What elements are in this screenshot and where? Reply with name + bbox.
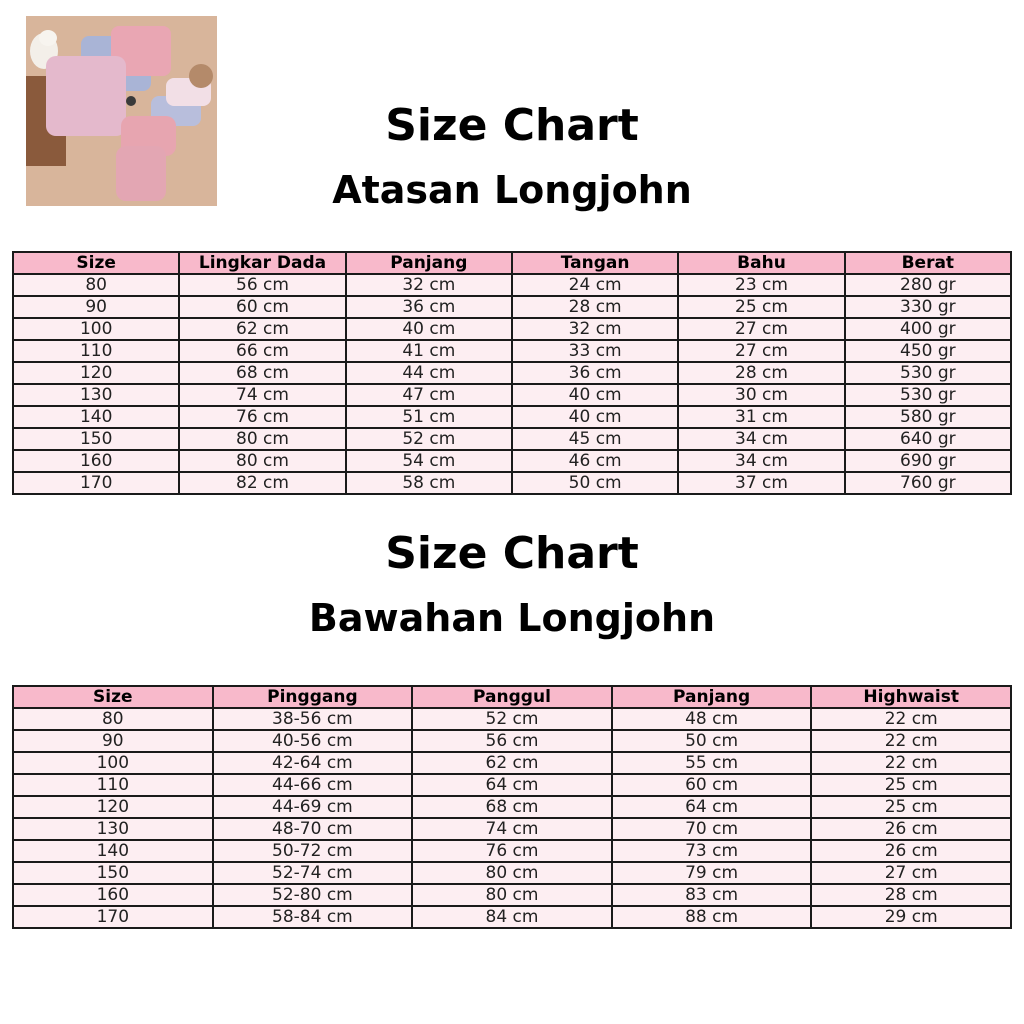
column-header: Panjang	[346, 252, 512, 274]
table-cell: 130	[13, 384, 179, 406]
table-cell: 74 cm	[179, 384, 345, 406]
table-cell: 40-56 cm	[213, 730, 413, 752]
top-chart-title: Size Chart	[385, 100, 639, 151]
table-cell: 36 cm	[346, 296, 512, 318]
table-cell: 42-64 cm	[213, 752, 413, 774]
table-row	[13, 340, 1011, 362]
table-cell: 110	[13, 340, 179, 362]
table-cell: 100	[13, 318, 179, 340]
table-row	[13, 752, 1011, 774]
table-header-row	[13, 252, 1011, 274]
table-cell: 160	[13, 884, 213, 906]
table-cell: 160	[13, 450, 179, 472]
table-cell: 580 gr	[845, 406, 1011, 428]
table-cell: 50 cm	[612, 730, 812, 752]
table-cell: 760 gr	[845, 472, 1011, 494]
table-cell: 80 cm	[179, 450, 345, 472]
table-cell: 50-72 cm	[213, 840, 413, 862]
table-row	[13, 796, 1011, 818]
table-cell: 84 cm	[412, 906, 612, 928]
table-row	[13, 274, 1011, 296]
table-cell: 44-69 cm	[213, 796, 413, 818]
table-cell: 33 cm	[512, 340, 678, 362]
table-cell: 330 gr	[845, 296, 1011, 318]
table-cell: 79 cm	[612, 862, 812, 884]
table-row	[13, 884, 1011, 906]
table-cell: 28 cm	[678, 362, 844, 384]
table-cell: 80 cm	[412, 884, 612, 906]
table-cell: 48-70 cm	[213, 818, 413, 840]
table-cell: 450 gr	[845, 340, 1011, 362]
column-header: Tangan	[512, 252, 678, 274]
column-header: Size	[13, 686, 213, 708]
table-cell: 52-74 cm	[213, 862, 413, 884]
bottom-chart-title: Size Chart	[385, 528, 639, 579]
table-cell: 32 cm	[346, 274, 512, 296]
table-row	[13, 362, 1011, 384]
table-cell: 52 cm	[412, 708, 612, 730]
table-cell: 23 cm	[678, 274, 844, 296]
table-cell: 54 cm	[346, 450, 512, 472]
table-cell: 90	[13, 296, 179, 318]
table-cell: 44-66 cm	[213, 774, 413, 796]
column-header: Panjang	[612, 686, 812, 708]
table-cell: 530 gr	[845, 362, 1011, 384]
table-cell: 45 cm	[512, 428, 678, 450]
table-cell: 52-80 cm	[213, 884, 413, 906]
table-cell: 64 cm	[412, 774, 612, 796]
table-cell: 48 cm	[612, 708, 812, 730]
table-cell: 120	[13, 796, 213, 818]
table-cell: 150	[13, 428, 179, 450]
table-cell: 80	[13, 708, 213, 730]
table-cell: 37 cm	[678, 472, 844, 494]
table-cell: 27 cm	[678, 340, 844, 362]
table-row	[13, 818, 1011, 840]
table-row	[13, 296, 1011, 318]
table-row	[13, 906, 1011, 928]
table-cell: 88 cm	[612, 906, 812, 928]
table-cell: 28 cm	[811, 884, 1011, 906]
table-row	[13, 840, 1011, 862]
table-cell: 83 cm	[612, 884, 812, 906]
table-cell: 640 gr	[845, 428, 1011, 450]
bawahan-size-table	[12, 685, 1012, 929]
column-header: Panggul	[412, 686, 612, 708]
table-row	[13, 862, 1011, 884]
table-cell: 58-84 cm	[213, 906, 413, 928]
table-cell: 51 cm	[346, 406, 512, 428]
table-cell: 27 cm	[811, 862, 1011, 884]
table-cell: 170	[13, 906, 213, 928]
table-row	[13, 774, 1011, 796]
table-cell: 120	[13, 362, 179, 384]
column-header: Lingkar Dada	[179, 252, 345, 274]
bottom-chart-subtitle: Bawahan Longjohn	[308, 596, 716, 640]
table-cell: 38-56 cm	[213, 708, 413, 730]
top-chart-subtitle: Atasan Longjohn	[332, 168, 692, 212]
column-header: Size	[13, 252, 179, 274]
table-cell: 73 cm	[612, 840, 812, 862]
table-cell: 62 cm	[412, 752, 612, 774]
table-cell: 80 cm	[412, 862, 612, 884]
table-cell: 130	[13, 818, 213, 840]
table-cell: 50 cm	[512, 472, 678, 494]
table-header-row	[13, 686, 1011, 708]
table-row	[13, 318, 1011, 340]
table-cell: 80 cm	[179, 428, 345, 450]
column-header: Highwaist	[811, 686, 1011, 708]
table-row	[13, 450, 1011, 472]
table-cell: 60 cm	[612, 774, 812, 796]
table-cell: 76 cm	[412, 840, 612, 862]
table-cell: 68 cm	[412, 796, 612, 818]
table-cell: 40 cm	[346, 318, 512, 340]
table-cell: 40 cm	[512, 384, 678, 406]
column-header: Berat	[845, 252, 1011, 274]
table-cell: 60 cm	[179, 296, 345, 318]
table-cell: 400 gr	[845, 318, 1011, 340]
table-cell: 140	[13, 406, 179, 428]
table-cell: 110	[13, 774, 213, 796]
table-cell: 55 cm	[612, 752, 812, 774]
table-cell: 40 cm	[512, 406, 678, 428]
table-cell: 56 cm	[179, 274, 345, 296]
table-cell: 82 cm	[179, 472, 345, 494]
table-cell: 28 cm	[512, 296, 678, 318]
table-row	[13, 730, 1011, 752]
table-row	[13, 428, 1011, 450]
table-cell: 47 cm	[346, 384, 512, 406]
table-cell: 70 cm	[612, 818, 812, 840]
table-cell: 74 cm	[412, 818, 612, 840]
column-header: Pinggang	[213, 686, 413, 708]
table-cell: 36 cm	[512, 362, 678, 384]
table-cell: 30 cm	[678, 384, 844, 406]
table-cell: 22 cm	[811, 752, 1011, 774]
table-cell: 44 cm	[346, 362, 512, 384]
table-cell: 26 cm	[811, 840, 1011, 862]
table-cell: 34 cm	[678, 450, 844, 472]
table-cell: 31 cm	[678, 406, 844, 428]
table-cell: 41 cm	[346, 340, 512, 362]
table-cell: 34 cm	[678, 428, 844, 450]
table-cell: 26 cm	[811, 818, 1011, 840]
table-cell: 140	[13, 840, 213, 862]
table-cell: 24 cm	[512, 274, 678, 296]
atasan-size-table	[12, 251, 1012, 495]
table-cell: 46 cm	[512, 450, 678, 472]
table-cell: 27 cm	[678, 318, 844, 340]
table-cell: 25 cm	[678, 296, 844, 318]
table-row	[13, 472, 1011, 494]
table-cell: 62 cm	[179, 318, 345, 340]
table-cell: 80	[13, 274, 179, 296]
table-cell: 22 cm	[811, 708, 1011, 730]
column-header: Bahu	[678, 252, 844, 274]
table-row	[13, 406, 1011, 428]
table-cell: 56 cm	[412, 730, 612, 752]
table-cell: 32 cm	[512, 318, 678, 340]
table-cell: 66 cm	[179, 340, 345, 362]
table-cell: 68 cm	[179, 362, 345, 384]
table-cell: 530 gr	[845, 384, 1011, 406]
table-cell: 100	[13, 752, 213, 774]
table-cell: 170	[13, 472, 179, 494]
table-cell: 690 gr	[845, 450, 1011, 472]
table-cell: 90	[13, 730, 213, 752]
table-cell: 25 cm	[811, 796, 1011, 818]
table-cell: 22 cm	[811, 730, 1011, 752]
table-cell: 64 cm	[612, 796, 812, 818]
table-cell: 280 gr	[845, 274, 1011, 296]
table-row	[13, 384, 1011, 406]
table-cell: 58 cm	[346, 472, 512, 494]
table-cell: 150	[13, 862, 213, 884]
table-cell: 52 cm	[346, 428, 512, 450]
table-cell: 76 cm	[179, 406, 345, 428]
table-cell: 29 cm	[811, 906, 1011, 928]
table-row	[13, 708, 1011, 730]
table-cell: 25 cm	[811, 774, 1011, 796]
